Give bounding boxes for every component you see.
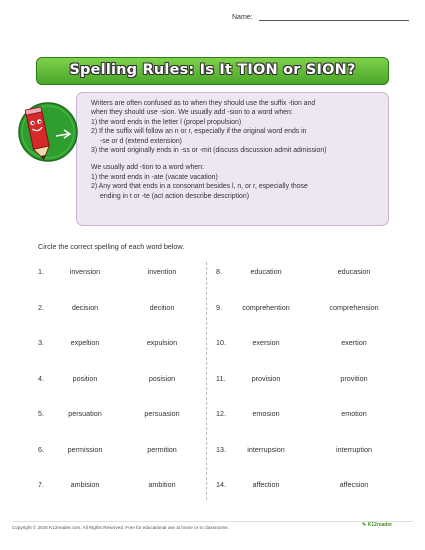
spelling-option-2[interactable]: permition xyxy=(147,444,177,454)
spelling-option-1[interactable]: exersion xyxy=(252,338,280,347)
title-banner xyxy=(36,57,389,85)
item-number: 14. xyxy=(216,480,226,489)
spelling-option-1[interactable]: position xyxy=(72,373,98,383)
spelling-option-1[interactable]: emosion xyxy=(252,409,280,418)
item-number: 2. xyxy=(38,302,44,312)
footer-rule xyxy=(12,521,413,522)
spelling-option-1[interactable]: ambision xyxy=(70,480,100,489)
item-number: 6. xyxy=(38,444,44,454)
item-number: 13. xyxy=(216,444,226,454)
spelling-option-2[interactable]: educasion xyxy=(337,267,371,276)
item-number: 12. xyxy=(216,409,226,418)
item-number: 8. xyxy=(216,267,222,276)
name-line[interactable] xyxy=(259,14,409,21)
sion-rule-3: 3) the word originally ends in -ss or -mit (discuss discussion admit admission) xyxy=(91,147,327,155)
spelling-option-2[interactable]: ambition xyxy=(148,480,176,489)
rules-intro: Writers are often confused as to when they should use the suffix -tion and xyxy=(91,100,316,107)
sion-rule-2-cont: -se or d (extend extension) xyxy=(100,137,182,145)
spelling-option-2[interactable]: comprehension xyxy=(329,302,379,312)
word-row xyxy=(216,409,406,419)
word-row xyxy=(38,303,198,313)
tion-rule-2-cont: ending in t or -te (act action describe description) xyxy=(100,192,249,200)
spelling-option-2[interactable]: exertion xyxy=(341,338,367,347)
word-row xyxy=(38,445,198,455)
word-row xyxy=(216,374,406,384)
spelling-option-2[interactable]: posision xyxy=(148,373,176,383)
item-number: 3. xyxy=(38,338,44,347)
k12reader-logo xyxy=(362,522,410,532)
instruction-text: Circle the correct spelling of each word below. xyxy=(38,242,185,251)
word-row xyxy=(216,267,406,277)
spelling-option-2[interactable]: emotion xyxy=(341,409,367,418)
item-number: 5. xyxy=(38,409,44,418)
item-number: 11. xyxy=(216,373,226,383)
item-number: 10. xyxy=(216,338,226,347)
tion-rule-2: 2) Any word that ends in a consonant besides l, n, or r, especially those xyxy=(91,183,308,191)
tion-intro: We usually add -tion to a word when: xyxy=(91,164,204,172)
item-number: 4. xyxy=(38,373,44,383)
spelling-option-1[interactable]: permission xyxy=(67,444,103,454)
spelling-option-2[interactable]: affecsion xyxy=(339,480,369,489)
spelling-option-1[interactable]: persuation xyxy=(68,409,102,418)
item-number: 7. xyxy=(38,480,44,489)
spelling-option-2[interactable]: persuasion xyxy=(144,409,180,418)
spelling-option-1[interactable]: provision xyxy=(251,373,281,383)
page-title: Spelling Rules: Is It TION or SION? xyxy=(69,62,356,78)
spelling-option-1[interactable]: expeltion xyxy=(70,338,100,347)
spelling-option-1[interactable]: comprehention xyxy=(242,302,290,312)
spelling-option-2[interactable]: decition xyxy=(149,302,175,312)
rules-box xyxy=(76,92,389,226)
name-field xyxy=(232,14,409,21)
column-divider xyxy=(206,262,207,500)
spelling-option-1[interactable]: education xyxy=(250,267,282,276)
spelling-option-2[interactable]: interruption xyxy=(336,444,372,454)
word-row xyxy=(216,303,406,313)
spelling-option-1[interactable]: decision xyxy=(71,302,99,312)
word-row xyxy=(38,374,198,384)
logo-icon: ✎ xyxy=(362,522,367,528)
spelling-option-1[interactable]: affection xyxy=(252,480,280,489)
tion-rule-1: 1) the word ends in -ate (vacate vacation) xyxy=(91,173,218,181)
word-row xyxy=(38,338,198,348)
spelling-option-1[interactable]: interrupsion xyxy=(247,444,285,454)
spelling-option-2[interactable]: expulsion xyxy=(146,338,178,347)
spelling-option-2[interactable]: provition xyxy=(340,373,368,383)
word-row xyxy=(216,480,406,490)
footer-copyright: Copyright © 2016 K12reader.com. All Rights Reserved. Free for educational use at home or in classrooms. xyxy=(12,525,229,530)
spelling-option-2[interactable]: invention xyxy=(147,267,177,276)
item-number: 9. xyxy=(216,302,222,312)
name-label: Name: xyxy=(232,14,253,21)
item-number: 1. xyxy=(38,267,44,276)
logo-text: K12reader xyxy=(367,522,393,528)
word-row xyxy=(38,480,198,490)
rules-intro-2: when they should use -sion. We usually add -sion to a word when: xyxy=(91,109,293,117)
sion-rule-1: 1) the word ends in the letter l (propel propulsion) xyxy=(91,118,242,126)
spelling-option-1[interactable]: invension xyxy=(69,267,101,276)
rules-text xyxy=(91,99,327,201)
word-row xyxy=(38,409,198,419)
pencil-badge-icon xyxy=(12,96,80,164)
sion-rule-2: 2) If the suffix will follow an n or r, especially if the original word ends in xyxy=(91,128,307,136)
word-row xyxy=(216,445,406,455)
word-row xyxy=(38,267,198,277)
word-row xyxy=(216,338,406,348)
